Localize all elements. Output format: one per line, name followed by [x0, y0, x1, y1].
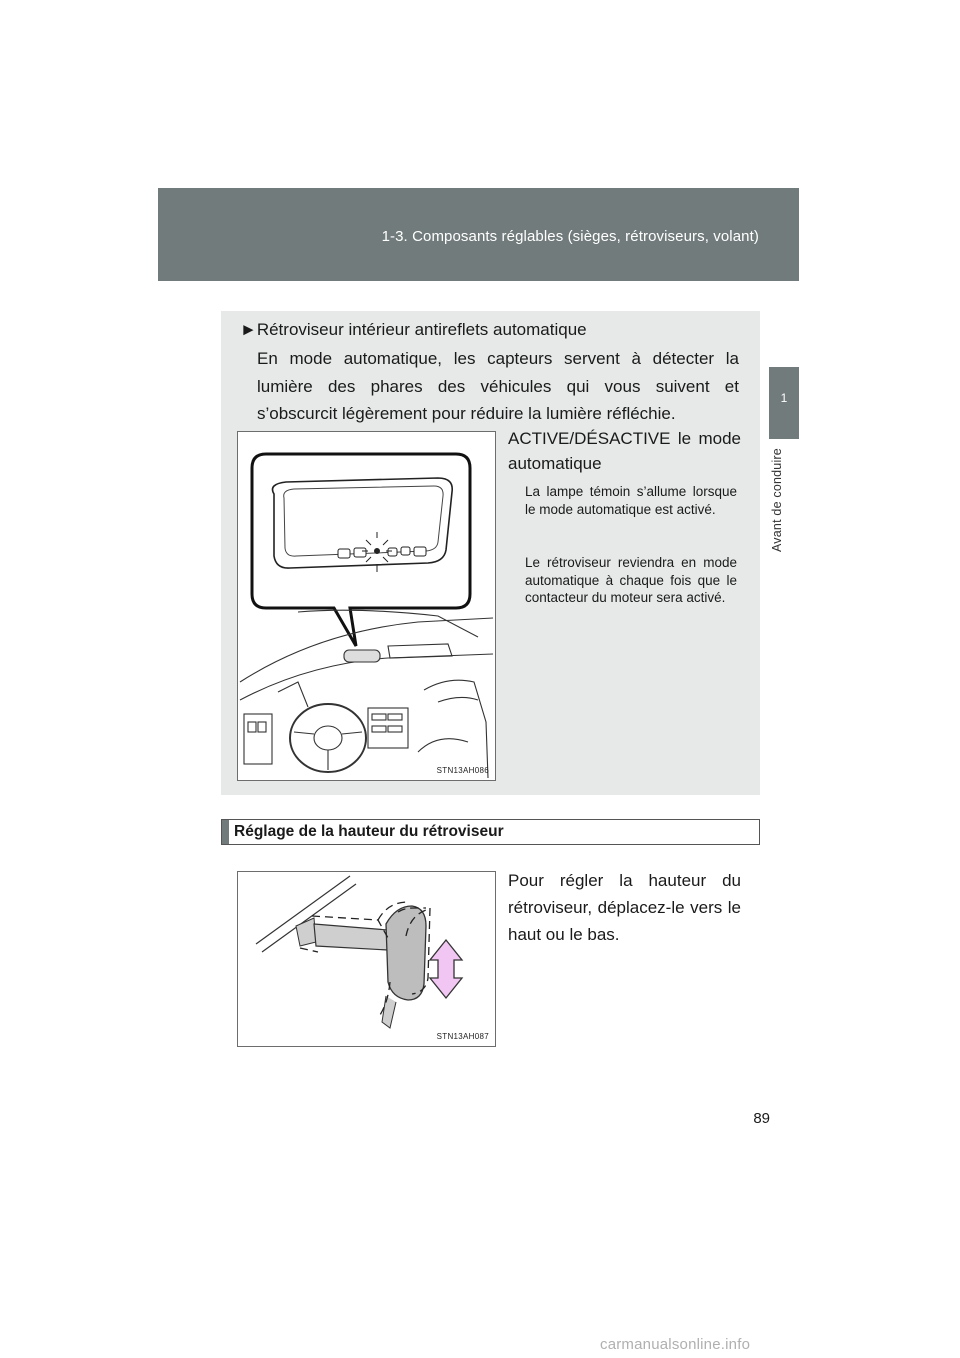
figure-code: STN13AH086: [436, 766, 489, 775]
height-adjust-illustration: [237, 871, 496, 1047]
figure-code: STN13AH087: [436, 1032, 489, 1041]
mirror-height-drawing: [238, 872, 495, 1046]
section-accent: [222, 820, 229, 844]
height-adjust-text: Pour régler la hauteur du rétroviseur, déplacez-le vers le haut ou le bas.: [508, 871, 741, 944]
auto-mirror-illustration: [237, 431, 496, 781]
chapter-tab: [769, 367, 799, 439]
chapter-label: Avant de conduire: [770, 448, 784, 552]
header-bar: [158, 188, 799, 281]
height-section-title: Réglage de la hauteur du rétroviseur: [234, 823, 504, 840]
auto-mode-label: ACTIVE/DÉSACTIVE le mode automatique: [508, 429, 741, 473]
auto-mirror-description: En mode automatique, les capteurs servent à détecter la lumière des phares des véhicules qui vous suivent et s’obscurcit légèrement pour réduire la lumière réfléchie.: [257, 349, 739, 423]
auto-mirror-title: ►Rétroviseur intérieur antireflets automatique: [240, 320, 587, 339]
section-breadcrumb: 1-3. Composants réglables (sièges, rétroviseurs, volant): [381, 228, 759, 245]
chapter-number: 1: [780, 391, 788, 405]
indicator-note: La lampe témoin s’allume lorsque le mode automatique est activé.: [525, 484, 737, 517]
page-number: 89: [753, 1110, 770, 1127]
watermark: carmanualsonline.info: [600, 1336, 751, 1353]
height-section-header: [221, 819, 760, 845]
mirror-dashboard-drawing: [238, 432, 495, 780]
reset-note: Le rétroviseur reviendra en mode automatique à chaque fois que le contacteur du moteur sera activé.: [525, 555, 737, 605]
